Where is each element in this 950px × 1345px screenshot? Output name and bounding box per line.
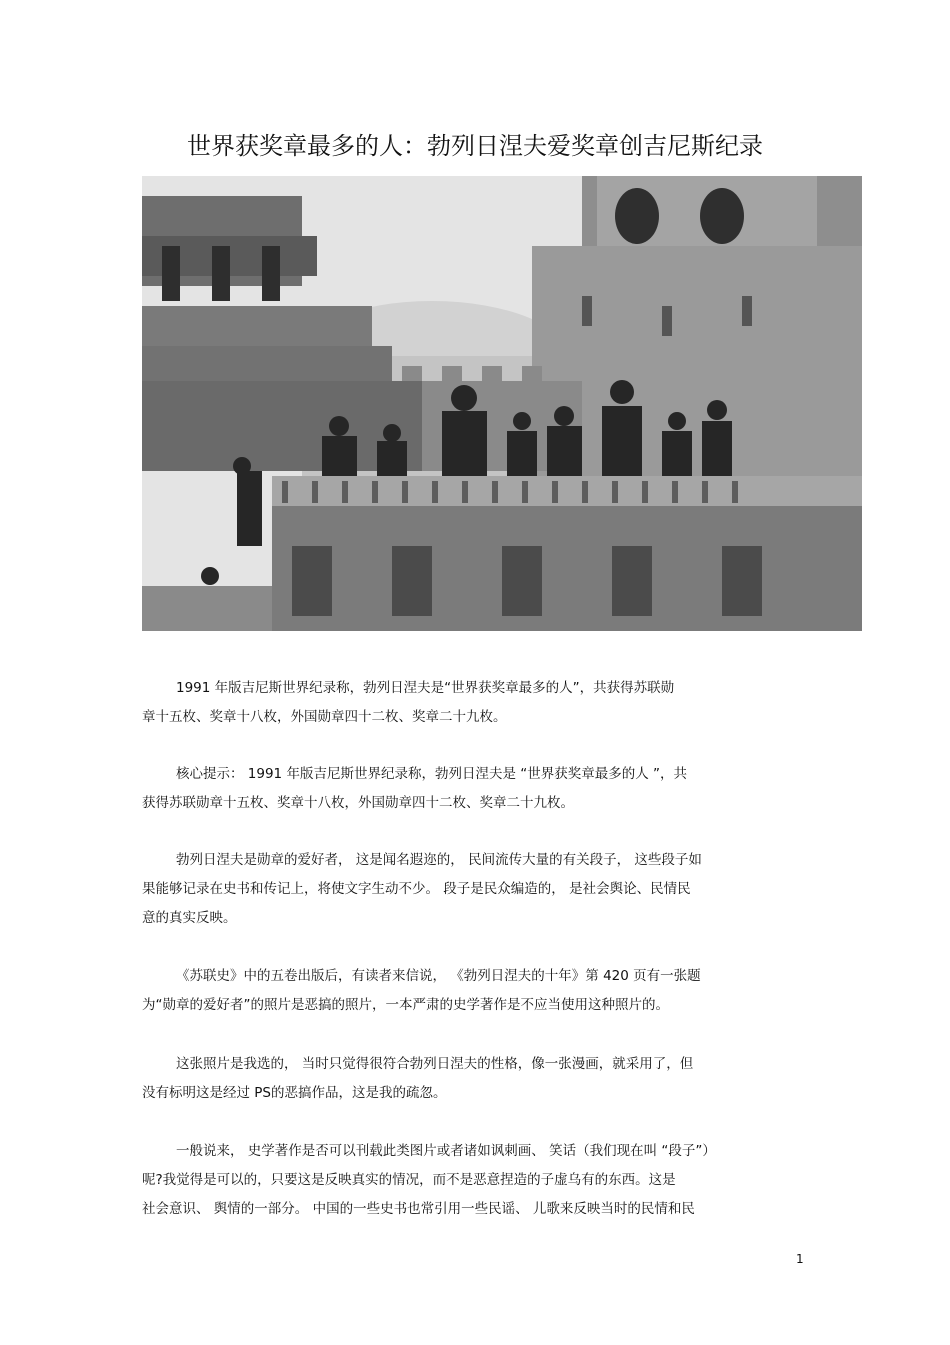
paragraph-line: 没有标明这是经过 PS的恶搞作品，这是我的疏忽。 [142, 1085, 447, 1101]
paragraph-line: 章十五枚、奖章十八枚，外国勋章四十二枚、奖章二十九枚。 [142, 709, 507, 725]
paragraph-1 [142, 674, 812, 732]
paragraph-line: 获得苏联勋章十五枚、奖章十八枚，外国勋章四十二枚、奖章二十九枚。 [142, 795, 574, 811]
page-title: 世界获奖章最多的人：勃列日涅夫爱奖章创吉尼斯纪录 [187, 132, 763, 160]
historical-photo [142, 176, 862, 631]
paragraph-line: 核心提示： 1991 年版吉尼斯世界纪录称，勃列日涅夫是 “世界获奖章最多的人 ”，共 [176, 766, 688, 782]
paragraph-line: 果能够记录在史书和传记上，将使文字生动不少。 段子是民众编造的， 是社会舆论、民情民 [142, 881, 691, 897]
historical-photo-podium-icon [142, 176, 862, 631]
paragraph-line: 勃列日涅夫是勋章的爱好者， 这是闻名遐迩的， 民间流传大量的有关段子， 这些段子如 [176, 852, 702, 868]
paragraph-line: 社会意识、 舆情的一部分。 中国的一些史书也常引用一些民谣、 儿歌来反映当时的民情和民 [142, 1201, 695, 1217]
paragraph-4 [142, 962, 812, 1020]
paragraph-3 [142, 846, 812, 933]
paragraph-line: 《苏联史》中的五卷出版后，有读者来信说， 《勃列日涅夫的十年》第 420 页有一张题 [176, 968, 701, 984]
paragraph-line: 1991 年版吉尼斯世界纪录称，勃列日涅夫是“世界获奖章最多的人”，共获得苏联勋 [176, 680, 675, 696]
paragraph-line: 为“勋章的爱好者”的照片是恶搞的照片，一本严肃的史学著作是不应当使用这种照片的。 [142, 997, 669, 1013]
paragraph-line: 这张照片是我选的， 当时只觉得很符合勃列日涅夫的性格，像一张漫画，就采用了，但 [176, 1056, 694, 1072]
paragraph-line: 呢?我觉得是可以的，只要这是反映真实的情况，而不是恶意捏造的子虚乌有的东西。这是 [142, 1172, 676, 1188]
paragraph-line: 意的真实反映。 [142, 910, 237, 926]
paragraph-2 [142, 760, 812, 818]
paragraph-6 [142, 1137, 812, 1224]
page-number: 1 [796, 1252, 804, 1266]
paragraph-5 [142, 1050, 812, 1108]
paragraph-line: 一般说来， 史学著作是否可以刊载此类图片或者诸如讽刺画、 笑话（我们现在叫 “段子”） [176, 1143, 716, 1159]
